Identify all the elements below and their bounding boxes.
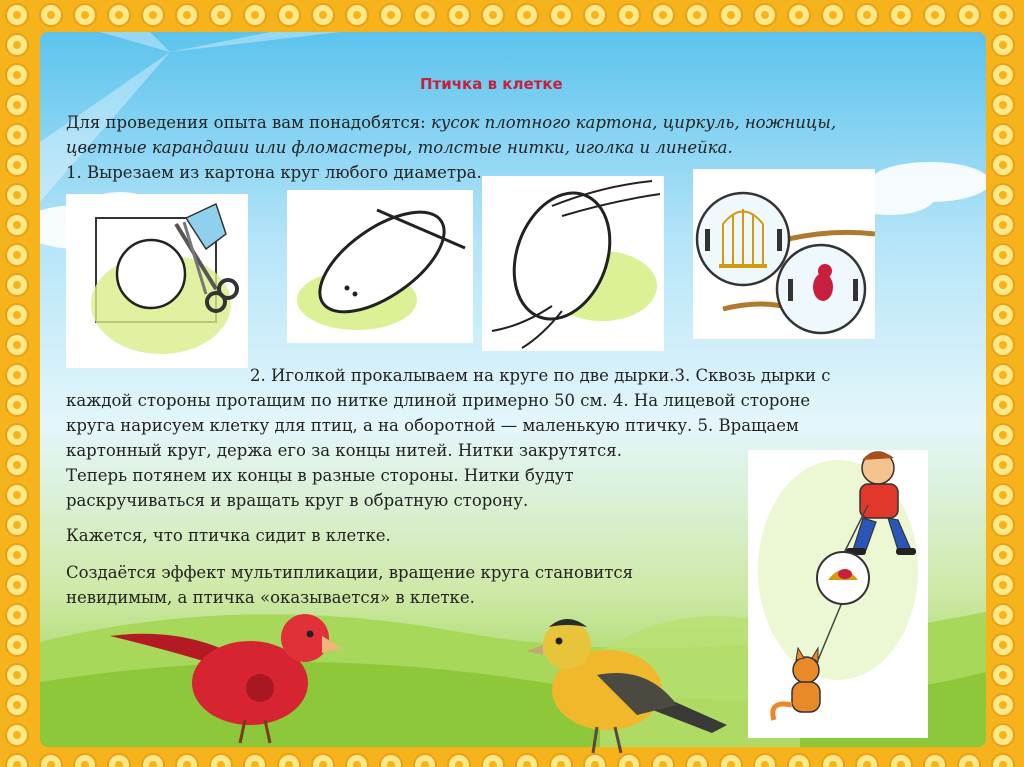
needle-piercing-disc-illustration [287,190,473,343]
scissors-cutting-circle-graphic [66,194,248,368]
materials-list-text-2: цветные карандаши или фломастеры, толстые нитки, иголка и линейка. [66,138,733,157]
disc-with-threads-graphic [482,176,664,351]
cage-and-bird-discs-illustration [693,169,875,339]
needle-piercing-disc-graphic [287,190,473,343]
yellow-bird-illustration [527,605,727,755]
steps-text-line-1: 2. Иголкой прокалываем на круге по две дырки.3. Сквозь дырки с [250,366,831,385]
disc-with-threads-illustration [482,176,664,351]
steps-text-line-3: круга нарисуем клетку для птиц, а на оборотной — маленькую птичку. 5. Вращаем [66,416,799,435]
intro-lead: Для проведения опыта вам понадобятся: [66,113,426,132]
steps-text-line-4: картонный круг, держа его за концы нитей. Нитки закрутятся. [66,441,622,460]
steps-text-line-6: раскручиваться и вращать круг в обратную сторону. [66,491,529,510]
conclusion-line-2: невидимым, а птичка «оказывается» в клетке. [66,588,475,607]
steps-text-line-5: Теперь потянем их концы в разные стороны. Нитки будут [66,466,574,485]
red-bird-illustration [110,608,342,748]
materials-list-line-1: кусок плотного картона, циркуль, ножницы, [430,113,837,132]
conclusion-line-1: Создаётся эффект мультипликации, вращение круга становится [66,563,634,582]
cage-and-bird-discs-graphic [693,169,875,339]
boy-spinning-disc-illustration [748,450,928,738]
result-text: Кажется, что птичка сидит в клетке. [66,526,391,545]
intro-paragraph [66,110,836,135]
steps-text-line-2: каждой стороны протащим по нитке длиной примерно 50 см. 4. На лицевой стороне [66,391,811,410]
scissors-cutting-circle-illustration [66,194,248,368]
materials-list-line-2 [66,135,733,160]
boy-spinning-disc-graphic [748,450,928,738]
step-1-text: 1. Вырезаем из картона круг любого диаметра. [66,163,482,182]
page-title: Птичка в клетке [420,75,563,93]
